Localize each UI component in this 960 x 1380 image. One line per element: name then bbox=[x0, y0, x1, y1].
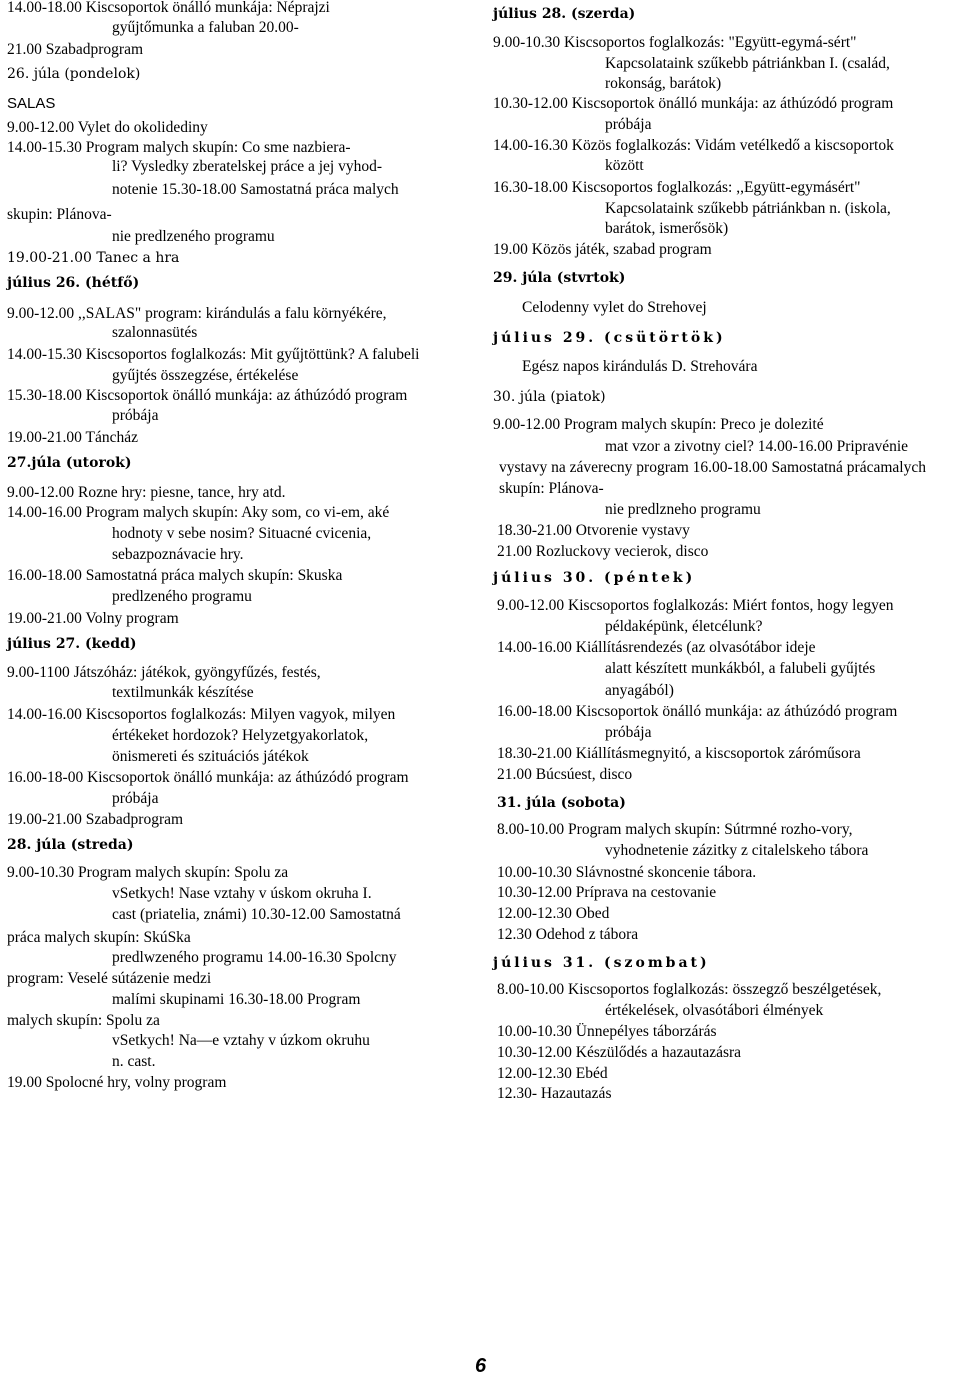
schedule-line: vSetkych! Na—e vztahy v úzkom okruhu bbox=[112, 1032, 370, 1049]
day-heading: július 29. (csütörtök) bbox=[493, 330, 726, 346]
schedule-line: próbája bbox=[605, 116, 652, 133]
schedule-line: 19.00-21.00 Tanec a hra bbox=[7, 250, 180, 266]
page-number: 6 bbox=[475, 1355, 487, 1377]
schedule-line: 12.00-12.30 Ebéd bbox=[497, 1065, 608, 1082]
schedule-line: 8.00-10.00 Kiscsoportos foglalkozás: összegző beszélgetések, bbox=[497, 981, 882, 998]
schedule-line: gyűjtés összegzése, értékelése bbox=[112, 367, 299, 384]
schedule-line: alatt készített munkákból, a falubeli gyűjtés bbox=[605, 660, 876, 677]
schedule-line: vystavy na záverecny program 16.00-18.00 Samostatná prácamalych bbox=[499, 459, 926, 476]
schedule-line: SALAS bbox=[7, 95, 56, 112]
schedule-line: Kapcsolataink szűkebb pátriánkban n. (iskola, bbox=[605, 200, 891, 217]
schedule-line: 21.00 Rozluckovy vecierok, disco bbox=[497, 543, 709, 560]
schedule-line: 14.00-16.30 Közös foglalkozás: Vidám vetélkedő a kiscsoportok bbox=[493, 137, 894, 154]
schedule-line: 14.00-16.00 Program malych skupín: Aky som, co vi-em, aké bbox=[7, 504, 390, 521]
schedule-line: 14.00-16.00 Kiscsoportos foglalkozás: Milyen vagyok, milyen bbox=[7, 706, 396, 723]
schedule-line: 16.00-18-00 Kiscsoportok önálló munkája: az áthúzódó program bbox=[7, 769, 409, 786]
schedule-line: 18.30-21.00 Kiállításmegnyitó, a kiscsoportok záróműsora bbox=[497, 745, 861, 762]
schedule-line: Celodenny vylet do Strehovej bbox=[522, 299, 707, 316]
schedule-line: práca malych skupín: SkúSka bbox=[7, 929, 191, 946]
schedule-line: önismereti és szituációs játékok bbox=[112, 748, 309, 765]
day-heading: 29. júla (stvrtok) bbox=[493, 270, 626, 286]
schedule-line: 15.30-18.00 Kiscsoportok önálló munkája: az áthúzódó program bbox=[7, 387, 408, 404]
schedule-line: 10.00-10.30 Slávnostné skoncenie tábora. bbox=[497, 864, 757, 881]
schedule-line: program: Veselé sútázenie medzi bbox=[7, 970, 212, 987]
schedule-line: li? Vysledky zberatelskej práce a jej vyhod- bbox=[112, 158, 383, 175]
schedule-line: skupin: Plánova- bbox=[7, 206, 112, 223]
schedule-line: értékeket hordozok? Helyzetgyakorlatok, bbox=[112, 727, 369, 744]
schedule-line: 12.00-12.30 Obed bbox=[497, 905, 610, 922]
day-heading: 27.júla (utorok) bbox=[7, 455, 132, 471]
schedule-line: 21.00 Szabadprogram bbox=[7, 41, 144, 58]
schedule-line: 9.00-12.00 Vylet do okolidediny bbox=[7, 119, 208, 136]
schedule-line: 10.30-12.00 Kiscsoportok önálló munkája: az áthúzódó program bbox=[493, 95, 894, 112]
schedule-line: próbája bbox=[112, 790, 159, 807]
schedule-line: mat vzor a zivotny ciel? 14.00-16.00 Pripravénie bbox=[605, 438, 909, 455]
schedule-line: 14.00-15.30 Kiscsoportos foglalkozás: Mit gyűjtöttünk? A falubeli bbox=[7, 346, 420, 363]
schedule-line: malych skupín: Spolu za bbox=[7, 1012, 160, 1029]
schedule-line: 10.30-12.00 Príprava na cestovanie bbox=[497, 884, 717, 901]
schedule-line: 14.00-15.30 Program malych skupín: Co sme nazbiera- bbox=[7, 139, 351, 156]
schedule-line: gyűjtőmunka a faluban 20.00- bbox=[112, 19, 299, 36]
schedule-line: 8.00-10.00 Program malych skupín: Sútrmné rozho-vory, bbox=[497, 821, 853, 838]
schedule-line: között bbox=[605, 157, 644, 174]
schedule-line: 9.00-1100 Játszóház: játékok, gyöngyfűzés, festés, bbox=[7, 664, 321, 681]
day-heading: július 27. (kedd) bbox=[7, 636, 137, 652]
schedule-line: vSetkych! Nase vztahy v úskom okruha I. bbox=[112, 885, 372, 902]
schedule-line: 12.30- Hazautazás bbox=[497, 1085, 612, 1102]
schedule-line: 18.30-21.00 Otvorenie vystavy bbox=[497, 522, 690, 539]
schedule-line: malími skupinami 16.30-18.00 Program bbox=[112, 991, 361, 1008]
schedule-line: példaképünk, életcélunk? bbox=[605, 618, 763, 635]
schedule-line: Egész napos kirándulás D. Strehovára bbox=[522, 358, 758, 375]
day-heading: 26. júla (pondelok) bbox=[7, 66, 141, 82]
day-heading: július 26. (hétfő) bbox=[7, 275, 140, 291]
day-heading: 31. júla (sobota) bbox=[497, 795, 626, 811]
schedule-line: vyhodnetenie zázitky z citalelskeho tábora bbox=[605, 842, 869, 859]
schedule-line: hodnoty v sebe nosim? Situacné cvicenia, bbox=[112, 525, 372, 542]
schedule-line: 9.00-12.00 Program malych skupín: Preco je dolezité bbox=[493, 416, 824, 433]
schedule-line: 9.00-12.00 ,,SALAS" program: kirándulás a falu környékére, bbox=[7, 305, 387, 322]
schedule-line: skupín: Plánova- bbox=[499, 480, 604, 497]
schedule-line: 10.30-12.00 Készülődés a hazautazásra bbox=[497, 1044, 742, 1061]
schedule-line: 12.30 Odehod z tábora bbox=[497, 926, 639, 943]
schedule-line: 14.00-16.00 Kiállításrendezés (az olvasótábor ideje bbox=[497, 639, 816, 656]
schedule-line: 19.00 Közös játék, szabad program bbox=[493, 241, 712, 258]
day-heading: 28. júla (streda) bbox=[7, 837, 134, 853]
schedule-line: barátok, ismerősök) bbox=[605, 220, 729, 237]
day-heading: július 31. (szombat) bbox=[493, 955, 710, 971]
schedule-line: 16.00-18.00 Kiscsoportok önálló munkája: az áthúzódó program bbox=[497, 703, 898, 720]
schedule-line: értékelések, olvasótábori élmények bbox=[605, 1002, 824, 1019]
schedule-line: cast (priatelia, známi) 10.30-12.00 Samostatná bbox=[112, 906, 401, 923]
schedule-line: nie predlzeného programu bbox=[112, 228, 275, 245]
schedule-line: 19.00-21.00 Táncház bbox=[7, 429, 138, 446]
schedule-line: 9.00-10.30 Kiscsoportos foglalkozás: "Együtt-egymá-sért" bbox=[493, 34, 857, 51]
schedule-line: predlwzeného programu 14.00-16.30 Spolcny bbox=[112, 949, 397, 966]
day-heading: július 28. (szerda) bbox=[493, 6, 636, 22]
schedule-line: notenie 15.30-18.00 Samostatná práca malych bbox=[112, 181, 399, 198]
schedule-line: 19.00-21.00 Szabadprogram bbox=[7, 811, 184, 828]
schedule-line: predlzeného programu bbox=[112, 588, 252, 605]
schedule-line: 9.00-12.00 Kiscsoportos foglalkozás: Miért fontos, hogy legyen bbox=[497, 597, 894, 614]
schedule-line: nie predlzneho programu bbox=[605, 501, 761, 518]
schedule-line: 10.00-10.30 Ünnepélyes táborzárás bbox=[497, 1023, 717, 1040]
schedule-line: 19.00-21.00 Volny program bbox=[7, 610, 179, 627]
schedule-line: 14.00-18.00 Kiscsoportok önálló munkája: Néprajzi bbox=[7, 0, 330, 16]
schedule-line: 16.00-18.00 Samostatná práca malych skupín: Skuska bbox=[7, 567, 343, 584]
schedule-line: 21.00 Búcsúest, disco bbox=[497, 766, 633, 783]
schedule-line: próbája bbox=[112, 407, 159, 424]
day-heading: 30. júla (piatok) bbox=[493, 389, 606, 405]
day-heading: július 30. (péntek) bbox=[493, 570, 696, 586]
schedule-line: próbája bbox=[605, 724, 652, 741]
schedule-line: anyagából) bbox=[605, 682, 674, 699]
schedule-line: rokonság, barátok) bbox=[605, 75, 722, 92]
schedule-line: 19.00 Spolocné hry, volny program bbox=[7, 1074, 227, 1091]
schedule-line: textilmunkák készítése bbox=[112, 684, 254, 701]
schedule-line: 9.00-10.30 Program malych skupín: Spolu za bbox=[7, 864, 289, 881]
schedule-line: Kapcsolataink szűkebb pátriánkban I. (család, bbox=[605, 55, 890, 72]
schedule-line: 16.30-18.00 Kiscsoportos foglalkozás: ,,Együtt-egymásért" bbox=[493, 179, 861, 196]
schedule-line: 9.00-12.00 Rozne hry: piesne, tance, hry atd. bbox=[7, 484, 286, 501]
schedule-line: n. cast. bbox=[112, 1053, 156, 1070]
schedule-line: sebazpoznávacie hry. bbox=[112, 546, 244, 563]
schedule-line: szalonnasütés bbox=[112, 324, 198, 341]
